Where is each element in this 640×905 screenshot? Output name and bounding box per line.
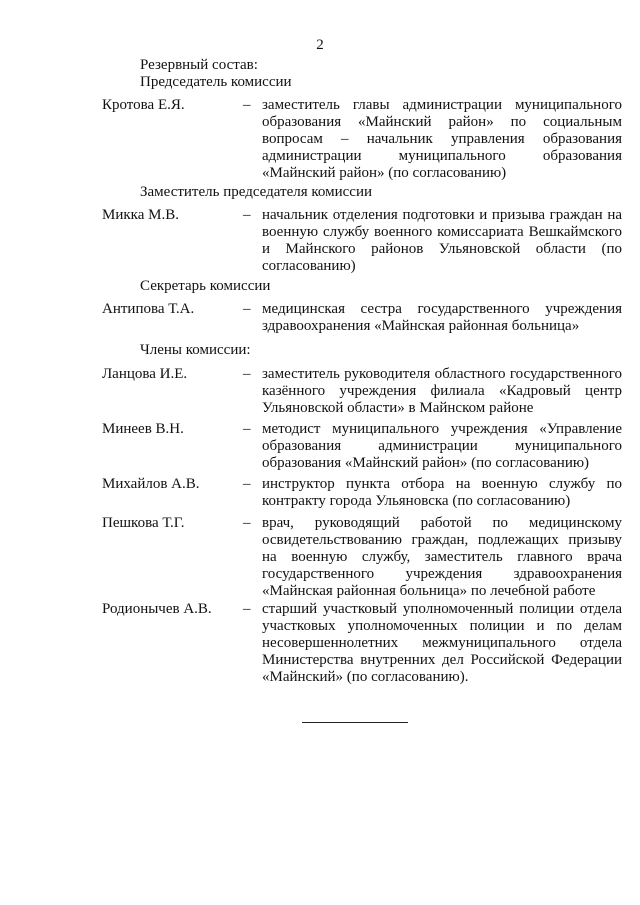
member-name: Кротова Е.Я. bbox=[102, 97, 185, 113]
reserve-title: Резервный состав: bbox=[140, 57, 258, 73]
member-dash: – bbox=[243, 207, 251, 223]
member-name: Антипова Т.А. bbox=[102, 301, 195, 317]
member-role: инструктор пункта отбора на военную службу по контракту города Ульяновска (по согласованию) bbox=[262, 476, 622, 509]
member-role: начальник отделения подготовки и призыва граждан на военную службу военного комиссариата Вешкаймского и Майнского районов Ульяновской области (по согласованию) bbox=[262, 207, 622, 274]
section-members: Члены комиссии: bbox=[140, 342, 251, 358]
end-rule bbox=[302, 722, 408, 723]
member-name: Михайлов А.В. bbox=[102, 476, 200, 492]
member-role: заместитель руководителя областного государственного казённого учреждения филиала «Кадровый центр Ульяновской области» в Майнском районе bbox=[262, 366, 622, 416]
section-secretary: Секретарь комиссии bbox=[140, 278, 271, 294]
member-dash: – bbox=[243, 366, 251, 382]
member-role: заместитель главы администрации муниципального образования «Майнский район» по социальным вопросам – начальник управления образования администрации муниципального образования «Майнский район» (по согласованию) bbox=[262, 97, 622, 181]
member-name: Микка М.В. bbox=[102, 207, 179, 223]
member-name: Пешкова Т.Г. bbox=[102, 515, 185, 531]
member-name: Ланцова И.Е. bbox=[102, 366, 188, 382]
member-role: старший участковый уполномоченный полиции отдела участковых уполномоченных полиции и по делам несовершеннолетних межмуниципального отдела Министерства внутренних дел Российской Федерации «Майнский» (по согласованию). bbox=[262, 601, 622, 685]
member-name: Родионычев А.В. bbox=[102, 601, 212, 617]
member-dash: – bbox=[243, 515, 251, 531]
member-dash: – bbox=[243, 476, 251, 492]
page-number: 2 bbox=[316, 37, 324, 53]
section-chair: Председатель комиссии bbox=[140, 74, 292, 90]
member-dash: – bbox=[243, 601, 251, 617]
member-role: врач, руководящий работой по медицинскому освидетельствованию граждан, подлежащих призыву на военную службу, заместитель главного врача государственного учреждения здравоохранения «Майнская районная больница» по лечебной работе bbox=[262, 515, 622, 599]
member-role: медицинская сестра государственного учреждения здравоохранения «Майнская районная больница» bbox=[262, 301, 622, 334]
member-role: методист муниципального учреждения «Управление образования администрации муниципального образования «Майнский район» (по согласованию) bbox=[262, 421, 622, 471]
member-dash: – bbox=[243, 421, 251, 437]
section-deputy: Заместитель председателя комиссии bbox=[140, 184, 373, 200]
member-name: Минеев В.Н. bbox=[102, 421, 184, 437]
member-dash: – bbox=[243, 97, 251, 113]
member-dash: – bbox=[243, 301, 251, 317]
